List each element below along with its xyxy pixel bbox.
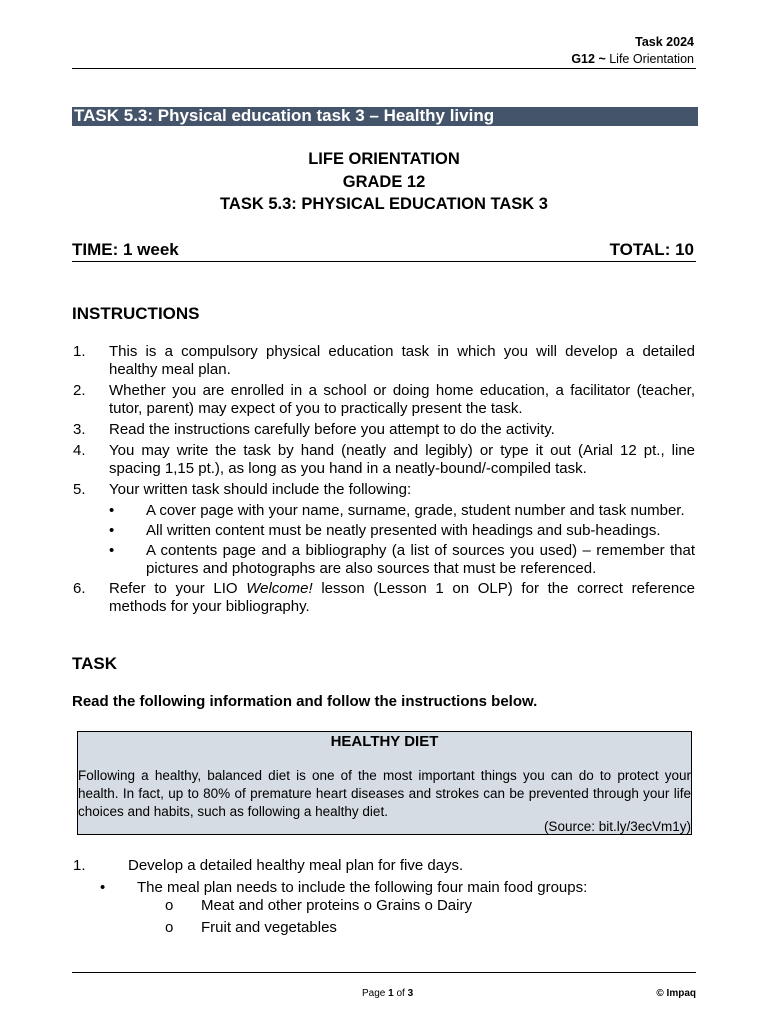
instruction-item [72,442,695,478]
item-number: 4. [73,442,86,459]
task-banner-title: TASK 5.3: Physical education task 3 – Healthy living [74,106,495,125]
sub-bullet-item [72,542,695,578]
instructions-list [72,343,695,619]
header-divider [72,68,696,69]
item-number: 5. [73,481,86,498]
box-text: Following a healthy, balanced diet is one of the most important things you can do to protect your health. In fact, up to 80% of premature heart diseases and strokes can be prevented through your life choices and habits, such as following a healthy diet. [78,768,691,819]
item-number: 1. [73,857,86,874]
item-text: Develop a detailed healthy meal plan for five days. [128,857,464,874]
time-label: TIME: 1 week [72,240,179,259]
task-lead: Read the following information and follow the instructions below. [72,693,538,710]
box-source: (Source: bit.ly/3ecVm1y) [543,819,691,834]
item-number: 1. [73,343,86,360]
current-page: 1 [388,988,394,999]
item-text: Whether you are enrolled in a school or doing home education, a facilitator (teacher, tutor, parent) may expect of you to practically present the task. [109,382,695,417]
instructions-heading: INSTRUCTIONS [72,304,200,323]
instruction-item [72,580,695,616]
page-word: Page [362,988,386,999]
time-divider [72,261,696,262]
title-grade: GRADE 12 [342,173,426,191]
item-number: 2. [73,382,86,399]
healthy-diet-box [77,731,692,835]
bullet-icon: • [109,502,115,519]
bullet-text: The meal plan needs to include the following four main food groups: [137,879,588,896]
sub-bullet-text: A cover page with your name, surname, grade, student number and task number. [146,502,685,519]
sub-bullet-text: A contents page and a bibliography (a list of sources you used) – remember that pictures and photographs are also sources that must be referenced. [146,542,695,577]
item-text-italic: Welcome! [246,580,313,597]
header-grade: G12 [571,52,595,66]
header-grade-subject [571,51,694,68]
instruction-item [72,481,695,499]
of-word: of [396,988,405,999]
bullet-icon: • [109,542,115,559]
food-group-text: Fruit and vegetables [201,919,337,936]
sub-bullet-text: All written content must be neatly presented with headings and sub-headings. [146,522,661,539]
page-header [571,34,694,68]
item-number: 6. [73,580,86,597]
title-subject: LIFE ORIENTATION [308,150,460,168]
total-label: TOTAL: 10 [609,240,694,259]
task-banner [72,107,698,126]
footer-divider [72,972,696,973]
header-subject: Life Orientation [609,52,694,66]
title-task: TASK 5.3: PHYSICAL EDUCATION TASK 3 [220,195,548,213]
sub-marker: o [165,897,174,914]
item-text: lesson (Lesson 1 on OLP) for the correct reference methods for your bibliography. [109,580,696,615]
instruction-item [72,343,695,379]
page-number [362,988,413,999]
header-task-year: Task 2024 [635,35,694,49]
food-group-text: Meat and other proteins o Grains o Dairy [201,897,472,914]
bullet-icon: • [100,879,106,896]
total-pages: 3 [407,988,414,999]
item-text: This is a compulsory physical education task in which you will develop a detailed healthy meal plan. [109,343,695,378]
item-text: Refer to your LIO [109,580,247,597]
instruction-item [72,421,695,439]
sub-marker: o [165,919,174,936]
item-text: Your written task should include the following: [109,481,412,498]
instruction-item [72,382,695,418]
sub-bullet-item [72,502,695,520]
box-title: HEALTHY DIET [330,733,439,750]
item-number: 3. [73,421,86,438]
copyright: © Impaq [656,988,696,999]
header-separator: ~ [594,52,610,66]
sub-bullet-item [72,522,695,540]
item-text: Read the instructions carefully before you attempt to do the activity. [109,421,555,438]
sub-bullet-list [72,502,695,578]
task-heading: TASK [72,654,118,673]
bullet-icon: • [109,522,115,539]
item-text: You may write the task by hand (neatly and legibly) or type it out (Arial 12 pt., line spacing 1,15 pt.), as long as you hand in a neatly-bound/-compiled task. [109,442,695,477]
